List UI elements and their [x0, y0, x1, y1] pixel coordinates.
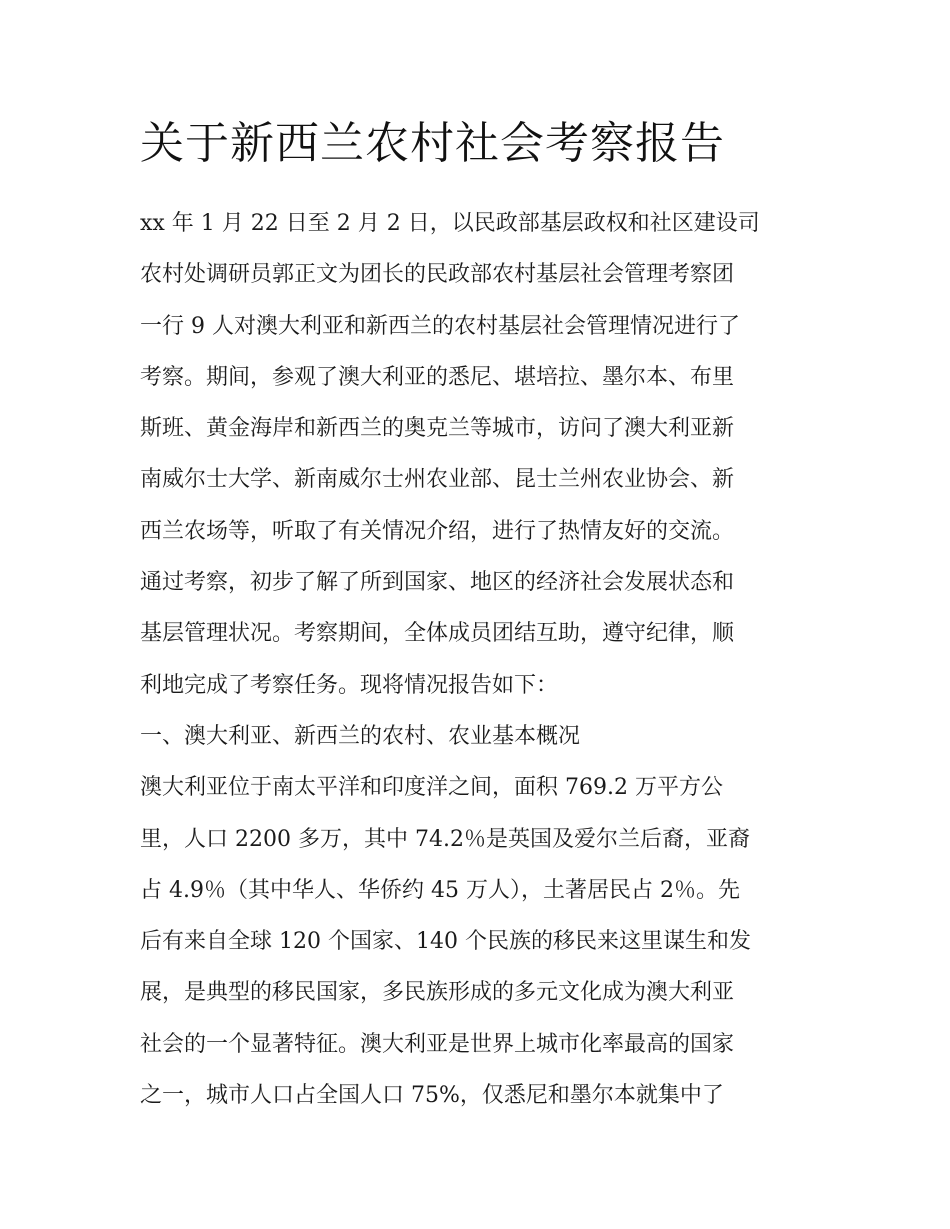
document-body [140, 198, 820, 1121]
paragraph-line: 农村处调研员郭正文为团长的民政部农村基层社会管理考察团 [140, 262, 735, 288]
section-heading: 一、澳大利亚、新西兰的农村、农业基本概况 [140, 723, 581, 749]
paragraph-line: 通过考察，初步了解了所到国家、地区的经济社会发展状态和 [140, 570, 735, 596]
paragraph-line: xx 年 1 月 22 日至 2 月 2 日，以民政部基层政权和社区建设司 [140, 211, 760, 236]
document-title: 关于新西兰农村社会考察报告 [140, 118, 725, 169]
paragraph-line: 考察。期间，参观了澳大利亚的悉尼、堪培拉、墨尔本、布里 [140, 364, 735, 390]
paragraph-line: 里，人口 2200 多万，其中 74.2％是英国及爱尔兰后裔，亚裔 [140, 826, 750, 852]
paragraph-line: 后有来自全球 120 个国家、140 个民族的移民来这里谋生和发 [140, 929, 751, 955]
paragraph-line: 一行 9 人对澳大利亚和新西兰的农村基层社会管理情况进行了 [140, 313, 740, 339]
paragraph-line: 社会的一个显著特征。澳大利亚是世界上城市化率最高的国家 [140, 1031, 735, 1057]
paragraph-line: 西兰农场等，听取了有关情况介绍，进行了热情友好的交流。 [140, 518, 735, 544]
paragraph-line: 基层管理状况。考察期间，全体成员团结互助，遵守纪律，顺 [140, 621, 735, 647]
paragraph-line: 占 4.9％（其中华人、华侨约 45 万人），土著居民占 2％。先 [140, 877, 740, 903]
paragraph-line: 利地完成了考察任务。现将情况报告如下： [140, 672, 559, 698]
paragraph-line: 斯班、黄金海岸和新西兰的奥克兰等城市，访问了澳大利亚新 [140, 416, 735, 442]
paragraph-line: 南威尔士大学、新南威尔士州农业部、昆士兰州农业协会、新 [140, 467, 735, 493]
paragraph-line: 展，是典型的移民国家，多民族形成的多元文化成为澳大利亚 [140, 980, 735, 1006]
paragraph-line: 之一，城市人口占全国人口 75%，仅悉尼和墨尔本就集中了 [140, 1083, 724, 1109]
paragraph-line: 澳大利亚位于南太平洋和印度洋之间，面积 769.2 万平方公 [140, 775, 723, 801]
